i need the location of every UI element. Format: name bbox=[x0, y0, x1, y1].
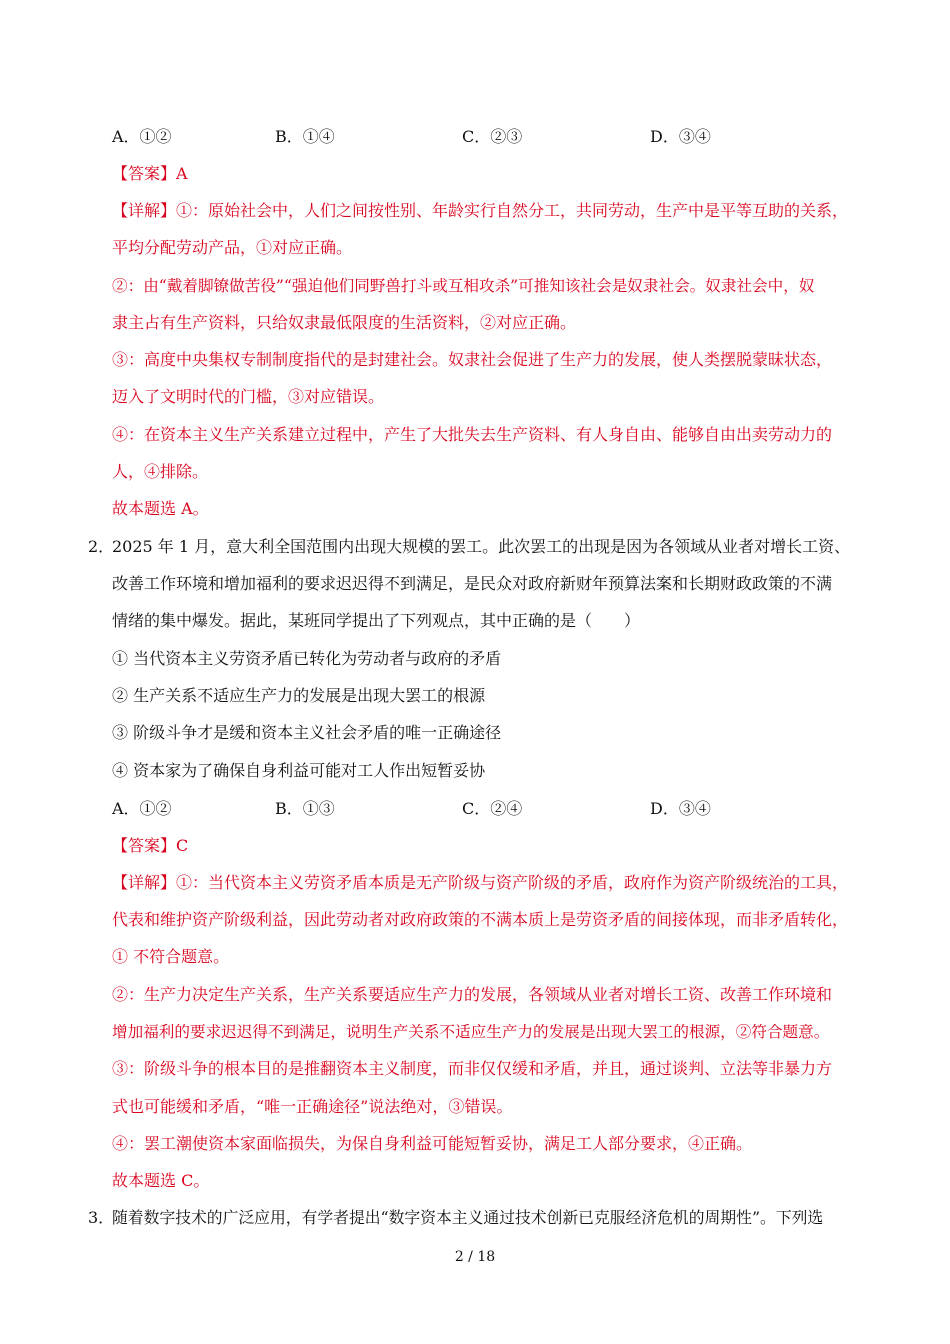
q1-detail-line: ③：高度中央集权专制制度指代的是封建社会。奴隶社会促进了生产力的发展，使人类摆脱蒙昧状态， bbox=[112, 350, 833, 369]
q2-detail-line: 式也可能缓和矛盾，“唯一正确途径”说法绝对，③错误。 bbox=[112, 1097, 513, 1116]
q1-conclusion: 故本题选 A。 bbox=[112, 499, 209, 518]
q1-option-a: A．①② bbox=[112, 127, 172, 146]
q2-statement-2: ② 生产关系不适应生产力的发展是出现大罢工的根源 bbox=[112, 686, 486, 705]
q2-option-c: C．②④ bbox=[462, 799, 523, 818]
q2-detail-line: 增加福利的要求迟迟得不到满足，说明生产关系不适应生产力的发展是出现大罢工的根源，②符合题意。 bbox=[112, 1023, 830, 1041]
q1-detail-line: ④：在资本主义生产关系建立过程中，产生了大批失去生产资料、有人身自由、能够自由出卖劳动力的 bbox=[112, 425, 833, 444]
q2-statement-4: ④ 资本家为了确保自身利益可能对工人作出短暂妥协 bbox=[112, 761, 486, 780]
q2-number: 2． bbox=[88, 537, 115, 556]
q1-detail-line: 平均分配劳动产品，①对应正确。 bbox=[112, 238, 353, 257]
q1-detail-line: 隶主占有生产资料，只给奴隶最低限度的生活资料，②对应正确。 bbox=[112, 313, 577, 332]
q1-option-c: C．②③ bbox=[462, 127, 523, 146]
q1-detail-line: 人，④排除。 bbox=[112, 462, 209, 481]
q2-detail-line: ④：罢工潮使资本家面临损失，为保自身利益可能短暂妥协，满足工人部分要求，④正确。 bbox=[112, 1134, 753, 1153]
q1-answer: 【答案】A bbox=[112, 164, 188, 183]
q2-option-d: D．③④ bbox=[650, 799, 711, 818]
q1-detail-line: ②：由“戴着脚镣做苦役”“强迫他们同野兽打斗或互相攻杀”可推知该社会是奴隶社会。奴隶社会中，奴 bbox=[112, 277, 815, 295]
q1-option-d: D．③④ bbox=[650, 127, 711, 146]
page-number: 2 / 18 bbox=[454, 1249, 496, 1265]
q2-detail-line: 【详解】①：当代资本主义劳资矛盾本质是无产阶级与资产阶级的矛盾，政府作为资产阶级统治的工具， bbox=[112, 873, 849, 892]
q2-stem-line: 情绪的集中爆发。据此，某班同学提出了下列观点，其中正确的是（ ） bbox=[112, 611, 641, 630]
q2-option-a: A．①② bbox=[112, 799, 172, 818]
q2-answer: 【答案】C bbox=[112, 836, 189, 855]
q2-stem-line: 改善工作环境和增加福利的要求迟迟得不到满足，是民众对政府新财年预算法案和长期财政政策的不满 bbox=[112, 574, 833, 593]
q2-statement-1: ① 当代资本主义劳资矛盾已转化为劳动者与政府的矛盾 bbox=[112, 649, 502, 668]
q2-detail-line: 代表和维护资产阶级利益，因此劳动者对政府政策的不满本质上是劳资矛盾的间接体现，而非矛盾转化， bbox=[112, 910, 849, 929]
q2-statement-3: ③ 阶级斗争才是缓和资本主义社会矛盾的唯一正确途径 bbox=[112, 723, 502, 742]
q2-detail-line: ① 不符合题意。 bbox=[112, 947, 230, 966]
q2-option-b: B．①③ bbox=[275, 799, 335, 818]
q1-detail-line: 迈入了文明时代的门槛，③对应错误。 bbox=[112, 387, 385, 406]
q1-detail-line: 【详解】①：原始社会中，人们之间按性别、年龄实行自然分工，共同劳动，生产中是平等互助的关系， bbox=[112, 201, 849, 220]
q2-detail-line: ③：阶级斗争的根本目的是推翻资本主义制度，而非仅仅缓和矛盾，并且，通过谈判、立法等非暴力方 bbox=[112, 1059, 833, 1078]
q2-conclusion: 故本题选 C。 bbox=[112, 1171, 210, 1190]
q3-stem-line: 随着数字技术的广泛应用，有学者提出“数字资本主义通过技术创新已克服经济危机的周期性”。下列选 bbox=[112, 1208, 824, 1227]
q3-number: 3． bbox=[88, 1208, 115, 1227]
q1-option-b: B．①④ bbox=[275, 127, 335, 146]
q2-detail-line: ②：生产力决定生产关系，生产关系要适应生产力的发展，各领域从业者对增长工资、改善工作环境和 bbox=[112, 985, 833, 1004]
q2-stem-line: 2025 年 1 月，意大利全国范围内出现大规模的罢工。此次罢工的出现是因为各领域从业者对增长工资、 bbox=[112, 537, 851, 556]
